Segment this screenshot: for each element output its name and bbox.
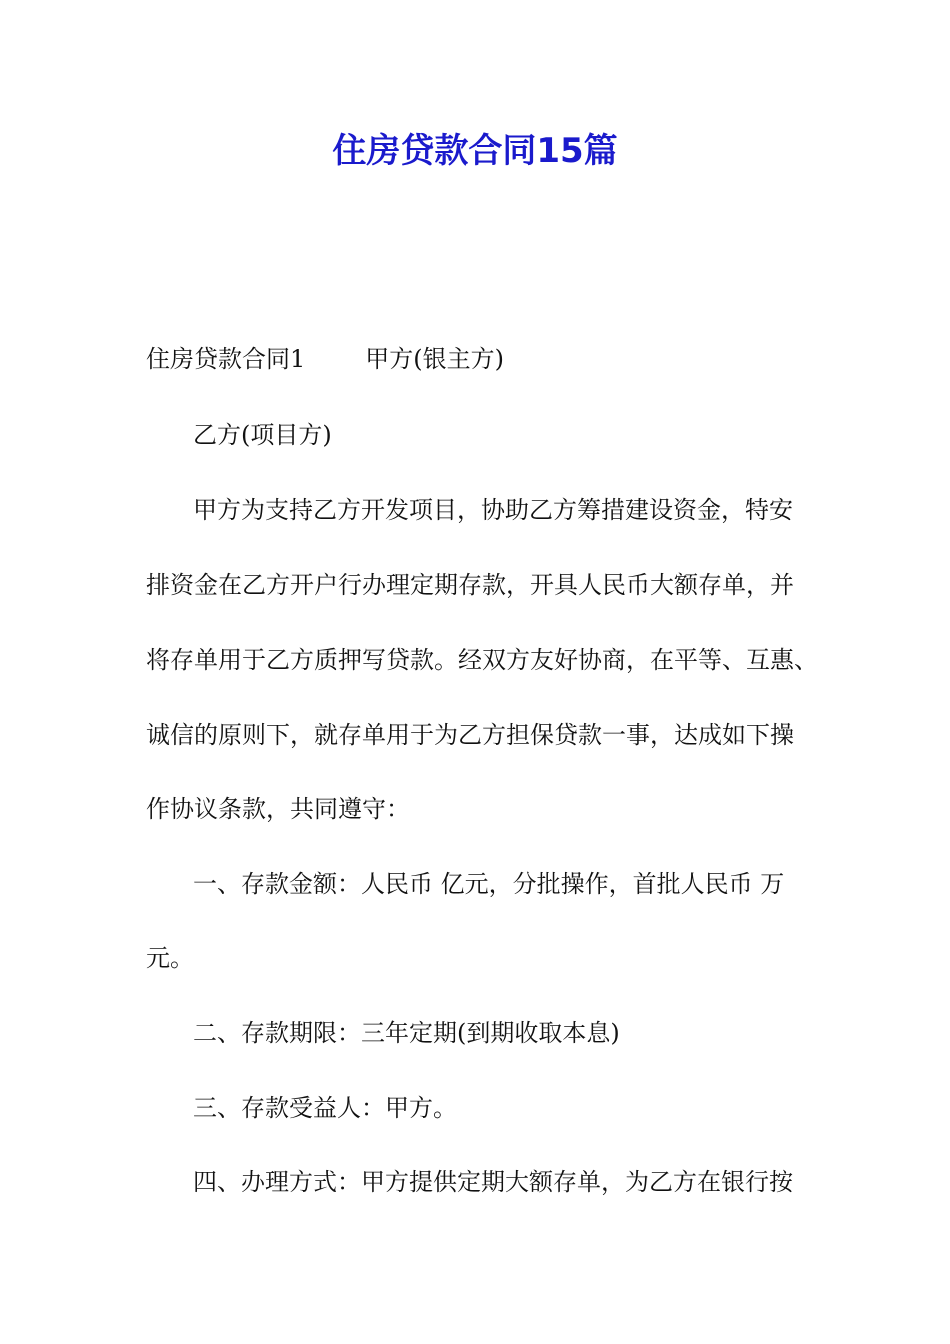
- document-title: 住房贷款合同15篇: [332, 131, 618, 171]
- body-line: 作协议条款，共同遵守：: [146, 795, 410, 823]
- body-line: 甲方为支持乙方开发项目，协助乙方筹措建设资金，特安: [193, 496, 793, 524]
- party-a: 甲方(银主方): [365, 345, 505, 373]
- body-line: 一、存款金额：人民币 亿元，分批操作，首批人民币 万: [193, 870, 785, 898]
- party-b: 乙方(项目方): [193, 421, 332, 449]
- body-line: 排资金在乙方开户行办理定期存款，开具人民币大额存单，并: [146, 571, 794, 599]
- first-line: [146, 341, 504, 377]
- body-line: 二、存款期限：三年定期(到期收取本息): [193, 1019, 620, 1047]
- body-line: 将存单用于乙方质押写贷款。经双方友好协商，在平等、互惠、: [146, 646, 818, 674]
- body-line: 诚信的原则下，就存单用于为乙方担保贷款一事，达成如下操: [146, 721, 794, 749]
- body-line: 元。: [146, 944, 194, 972]
- section-heading: 住房贷款合同1: [146, 345, 306, 373]
- body-line: 三、存款受益人：甲方。: [193, 1094, 457, 1122]
- body-line: 四、办理方式：甲方提供定期大额存单，为乙方在银行按: [193, 1168, 793, 1196]
